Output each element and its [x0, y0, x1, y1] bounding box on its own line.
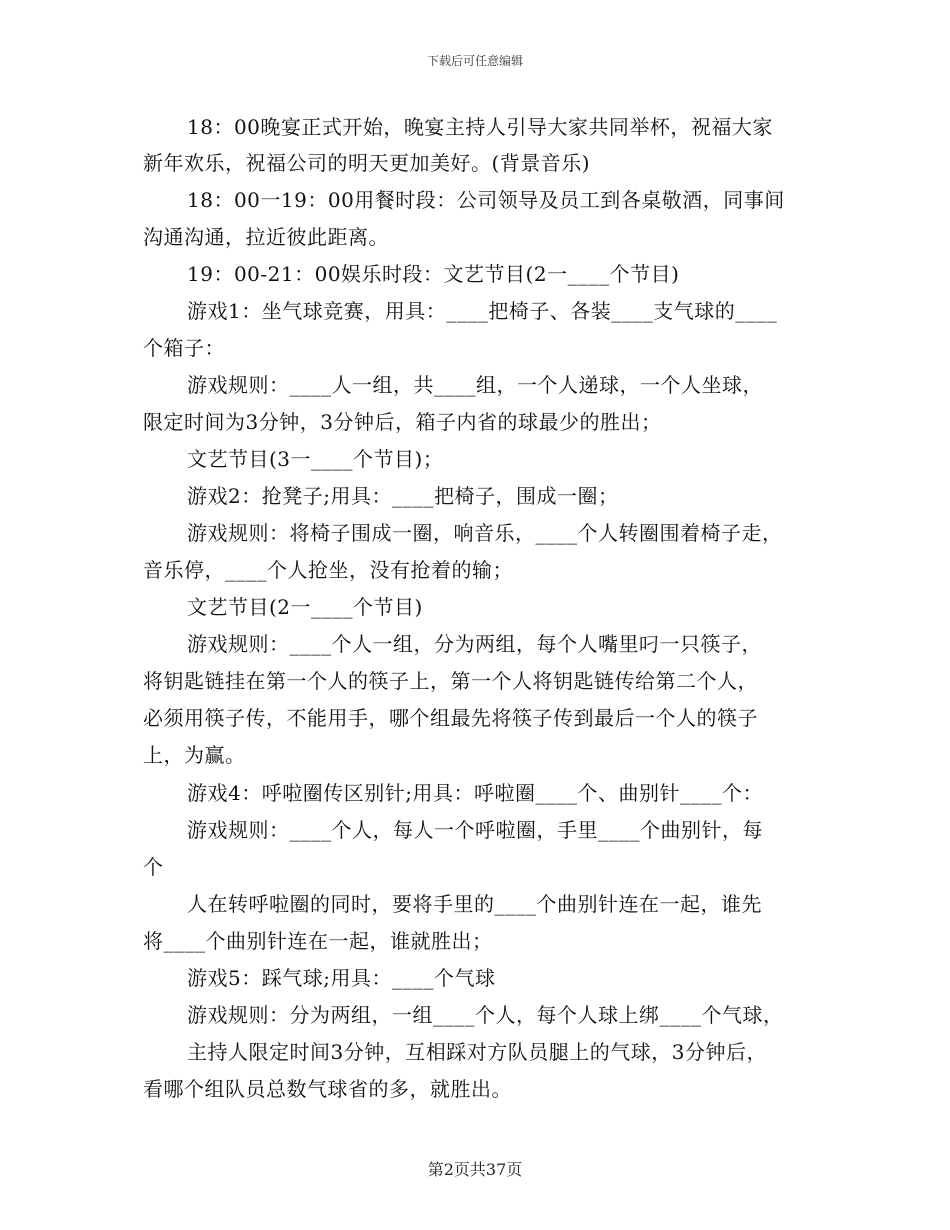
text-line: 沟通沟通，拉近彼此距离。	[143, 225, 389, 249]
text-line: 主持人限定时间3分钟，互相踩对方队员腿上的气球，3分钟后，	[187, 1040, 767, 1064]
text-line: 游戏1：坐气球竞赛，用具：____把椅子、各装____支气球的____	[187, 299, 778, 323]
text-line: 将钥匙链挂在第一个人的筷子上，第一个人将钥匙链传给第二个人，	[143, 669, 758, 693]
text-line: 18：00一19：00用餐时段：公司领导及员工到各桌敬酒，同事间	[187, 188, 785, 212]
text-line: 游戏规则：____个人一组，分为两组，每个人嘴里叼一只筷子，	[187, 632, 762, 656]
text-line: 将____个曲别针连在一起，谁就胜出；	[143, 929, 493, 953]
text-line: 游戏5：踩气球;用具：____个气球	[187, 966, 496, 990]
text-line: 看哪个组队员总数气球省的多，就胜出。	[143, 1077, 512, 1101]
text-line: 18：00晚宴正式开始，晚宴主持人引导大家共同举杯，祝福大家	[187, 115, 773, 139]
text-line: 人在转呼啦圈的同时，要将手里的____个曲别针连在一起，谁先	[187, 892, 762, 916]
text-line: 游戏规则：____人一组，共____组，一个人递球，一个人坐球，	[187, 373, 763, 397]
text-line: 游戏2：抢凳子;用具：____把椅子，围成一圈；	[187, 484, 619, 508]
text-line: 19：00-21：00娱乐时段：文艺节目(2一____个节目)	[187, 262, 680, 286]
text-line: 游戏4：呼啦圈传区别针;用具：呼啦圈____个、曲别针____个：	[187, 781, 763, 805]
text-line: 个	[143, 855, 164, 879]
text-line: 文艺节目(2一____个节目)	[187, 595, 423, 619]
text-line: 游戏规则：分为两组，一组____个人，每个人球上绑____个气球，	[187, 1003, 784, 1027]
text-line: 必须用筷子传，不能用手，哪个组最先将筷子传到最后一个人的筷子	[143, 706, 758, 730]
text-line: 游戏规则：____个人，每人一个呼啦圈，手里____个曲别针，每	[187, 818, 763, 842]
text-line: 个箱子：	[143, 336, 225, 360]
text-line: 音乐停，____个人抢坐，没有抢着的输；	[143, 558, 513, 582]
text-line: 新年欢乐，祝福公司的明天更加美好。(背景音乐)	[143, 151, 591, 175]
text-line: 限定时间为3分钟，3分钟后，箱子内省的球最少的胜出；	[143, 410, 662, 434]
text-line: 游戏规则：将椅子围成一圈，响音乐，____个人转圈围着椅子走，	[187, 521, 783, 545]
page-footer: 第2页共37页	[427, 1160, 523, 1179]
page-header: 下载后可任意编辑	[426, 54, 523, 68]
text-line: 文艺节目(3一____个节目)；	[187, 447, 444, 471]
text-line: 上，为赢。	[143, 743, 246, 767]
